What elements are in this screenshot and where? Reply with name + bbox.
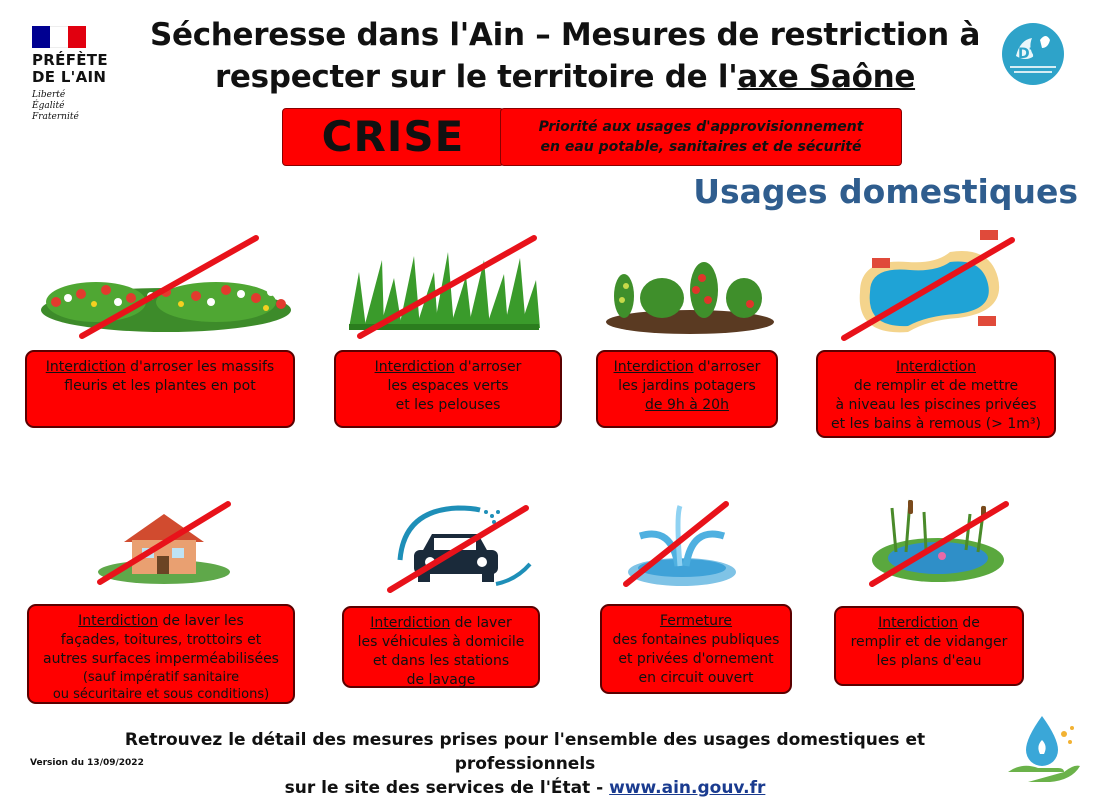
crisis-priority-note: Priorité aux usages d'approvisionnement en eau potable, sanitaires et de sécurité	[500, 108, 902, 166]
website-link[interactable]: www.ain.gouv.fr	[609, 778, 766, 798]
fountain-icon	[622, 500, 742, 590]
card-ponds: Interdiction de remplir et de vidanger les plans d'eau	[834, 606, 1024, 686]
car-wash-icon	[386, 500, 546, 596]
prefecture-logo	[32, 26, 132, 123]
page-title: Sécheresse dans l'Ain – Mesures de restriction à respecter sur le territoire de l'axe Saône	[149, 17, 981, 95]
card-vehicles: Interdiction de laver les véhicules à domicile et dans les stations de lavage	[342, 606, 540, 688]
prefecture-motto: Liberté Égalité Fraternité	[32, 90, 79, 122]
crisis-level-badge: CRISE	[282, 108, 504, 166]
pond-icon	[866, 494, 1010, 590]
card-facades: Interdiction de laver les façades, toitures, trottoirs et autres surfaces imperméabilisées (sauf impératif sanitaire ou sécuritaire et sous conditions)	[27, 604, 295, 704]
section-title: Usages domestiques	[693, 172, 1078, 211]
ddt-logo-icon	[996, 22, 1070, 86]
card-swimming-pools: Interdiction de remplir et de mettre à niveau les piscines privées et les bains à remous (> 1m³)	[816, 350, 1056, 438]
card-vegetable-gardens: Interdiction d'arroser les jardins potagers de 9h à 20h	[596, 350, 778, 428]
svg-text:DT: DT	[1018, 46, 1040, 62]
swimming-pool-icon	[840, 224, 1020, 344]
vegetable-garden-icon	[604, 238, 776, 338]
water-drop-hand-icon	[1002, 712, 1082, 784]
french-flag-icon	[32, 26, 86, 48]
card-flower-beds: Interdiction d'arroser les massifs fleuris et les plantes en pot	[25, 350, 295, 428]
version-label: Version du 13/09/2022	[30, 758, 144, 768]
flower-bed-icon	[36, 232, 296, 342]
prefecture-name: PRÉFÈTE DE L'AIN	[32, 51, 108, 86]
card-fountains: Fermeture des fontaines publiques et privées d'ornement en circuit ouvert	[600, 604, 792, 694]
card-green-spaces: Interdiction d'arroser les espaces verts et les pelouses	[334, 350, 562, 428]
grass-icon	[344, 232, 544, 342]
house-icon	[94, 496, 234, 586]
footer-note: Retrouvez le détail des mesures prises pour l'ensemble des usages domestiques et professionnels sur le site des services de l'État - www.ain.gouv.fr	[124, 730, 926, 798]
